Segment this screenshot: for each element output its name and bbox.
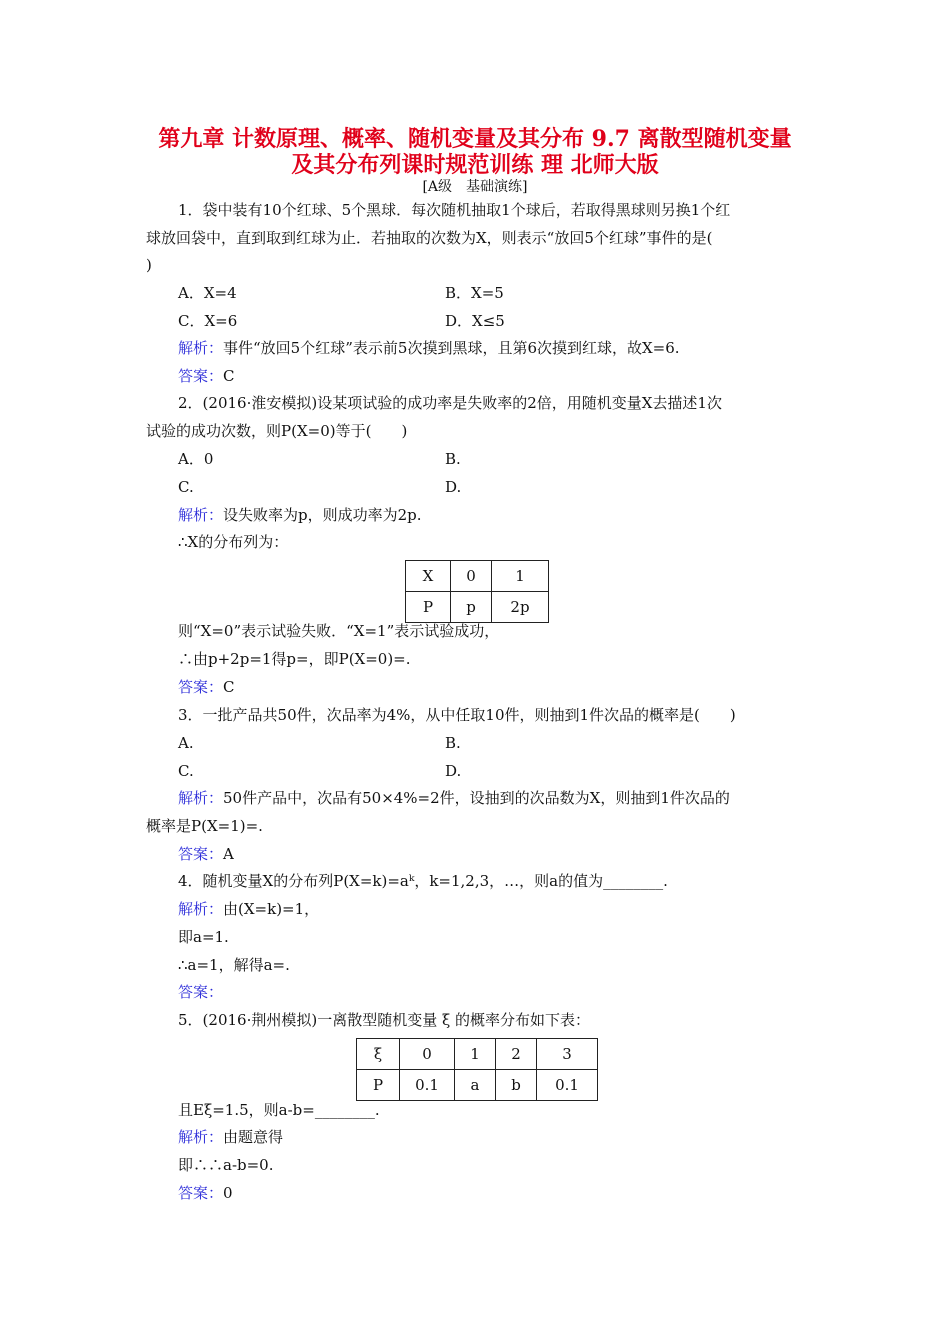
q5-answer xyxy=(178,1183,233,1203)
table-cell: X xyxy=(406,561,451,592)
table-cell: 0 xyxy=(400,1039,455,1070)
q2-option-d: D. xyxy=(445,478,462,496)
q1-answer-label: 答案： xyxy=(178,367,224,385)
q2-line-c: ∴由p+2p=1得p=，即P(X=0)=. xyxy=(178,650,411,668)
table-cell: 3 xyxy=(537,1039,598,1070)
q4-analysis xyxy=(178,899,319,919)
q1-analysis-text: 事件“放回5个红球”表示前5次摸到黑球，且第6次摸到红球，故X=6. xyxy=(223,339,680,357)
q3-answer-label: 答案： xyxy=(178,845,224,863)
q2-distribution-table xyxy=(405,560,549,623)
table-cell: 2p xyxy=(492,592,549,623)
q3-option-a: A. xyxy=(178,734,194,752)
q2-answer-label: 答案： xyxy=(178,678,224,696)
table-cell: a xyxy=(455,1070,496,1101)
q1-analysis xyxy=(178,338,680,358)
q3-analysis xyxy=(178,788,730,808)
q3-option-c: C. xyxy=(178,762,194,780)
table-cell: b xyxy=(496,1070,537,1101)
q2-answer xyxy=(178,677,235,697)
table-row xyxy=(357,1039,598,1070)
q2-stem-1: 2．(2016·淮安模拟)设某项试验的成功率是失败率的2倍，用随机变量X去描述1次 xyxy=(178,394,722,412)
q4-analysis-label: 解析： xyxy=(178,900,224,918)
q1-stem-1: 1．袋中装有10个红球、5个黑球．每次随机抽取1个球后，若取得黑球则另换1个红 xyxy=(178,201,731,219)
q4-answer-label: 答案： xyxy=(178,983,224,1001)
q2-answer-value: C xyxy=(223,678,235,696)
q1-analysis-label: 解析： xyxy=(178,339,224,357)
table-cell: 1 xyxy=(455,1039,496,1070)
q3-analysis-text-2: 概率是P(X=1)=. xyxy=(146,817,263,835)
table-cell: 0 xyxy=(451,561,492,592)
q2-line-b: 则“X=0”表示试验失败．“X=1”表示试验成功， xyxy=(178,622,500,640)
table-cell: P xyxy=(406,592,451,623)
q2-analysis-label: 解析： xyxy=(178,506,224,524)
table-row xyxy=(357,1070,598,1101)
q1-stem-2: 球放回袋中，直到取到红球为止．若抽取的次数为X，则表示“放回5个红球”事件的是( xyxy=(146,229,713,247)
q4-stem-1: 4．随机变量X的分布列P(X=k)=aᵏ，k=1,2,3，…，则a的值为________. xyxy=(178,872,668,890)
q5-analysis-text: 由题意得 xyxy=(223,1128,284,1146)
table-cell: P xyxy=(357,1070,400,1101)
q2-option-b: B. xyxy=(445,450,461,468)
table-cell: p xyxy=(451,592,492,623)
q2-option-a: A．0 xyxy=(178,450,214,468)
q3-option-b: B. xyxy=(445,734,461,752)
q2-option-c: C. xyxy=(178,478,194,496)
q3-answer-value: A xyxy=(223,845,234,863)
q1-option-a: A．X=4 xyxy=(178,284,237,302)
table-cell: 0.1 xyxy=(537,1070,598,1101)
q5-answer-value: 0 xyxy=(223,1184,233,1202)
q5-line-a: 且Eξ=1.5，则a-b=________. xyxy=(178,1101,380,1119)
q1-option-b: B．X=5 xyxy=(445,284,504,302)
q4-answer xyxy=(178,982,223,1002)
q5-stem-1: 5．(2016·荆州模拟)一离散型随机变量 ξ 的概率分布如下表： xyxy=(178,1011,590,1029)
q3-option-d: D. xyxy=(445,762,462,780)
q1-answer xyxy=(178,366,235,386)
q5-line-b: 即∴∴a-b=0. xyxy=(178,1156,274,1174)
table-cell: 0.1 xyxy=(400,1070,455,1101)
q2-line-a: ∴X的分布列为： xyxy=(178,533,289,551)
table-cell: 2 xyxy=(496,1039,537,1070)
q1-option-d: D．X≤5 xyxy=(445,312,505,330)
q2-analysis xyxy=(178,505,422,525)
q5-analysis-label: 解析： xyxy=(178,1128,224,1146)
q2-stem-2: 试验的成功次数，则P(X=0)等于( ) xyxy=(146,422,408,440)
table-row xyxy=(406,561,549,592)
q3-stem-1: 3．一批产品共50件，次品率为4%，从中任取10件，则抽到1件次品的概率是( ) xyxy=(178,706,736,724)
section-subtitle: [A级 基础演练] xyxy=(422,179,528,195)
q1-answer-value: C xyxy=(223,367,235,385)
doc-title-line1: 第九章 计数原理、概率、随机变量及其分布 9.7 离散型随机变量 xyxy=(158,126,792,152)
table-cell: ξ xyxy=(357,1039,400,1070)
table-cell: 1 xyxy=(492,561,549,592)
q1-option-c: C．X=6 xyxy=(178,312,238,330)
q4-line-b: ∴a=1，解得a=. xyxy=(178,956,290,974)
q3-analysis-label: 解析： xyxy=(178,789,224,807)
table-row xyxy=(406,592,549,623)
q5-distribution-table xyxy=(356,1038,598,1101)
q3-answer xyxy=(178,844,234,864)
q4-analysis-text: 由(X=k)=1， xyxy=(223,900,320,918)
q5-analysis xyxy=(178,1127,283,1147)
q2-analysis-text: 设失败率为p，则成功率为2p. xyxy=(223,506,422,524)
q5-answer-label: 答案： xyxy=(178,1184,224,1202)
q1-stem-3: ) xyxy=(146,256,152,274)
doc-title-line2: 及其分布列课时规范训练 理 北师大版 xyxy=(291,152,659,178)
q4-line-a: 即a=1. xyxy=(178,928,229,946)
q3-analysis-text-1: 50件产品中，次品有50×4%=2件，设抽到的次品数为X，则抽到1件次品的 xyxy=(223,789,730,807)
